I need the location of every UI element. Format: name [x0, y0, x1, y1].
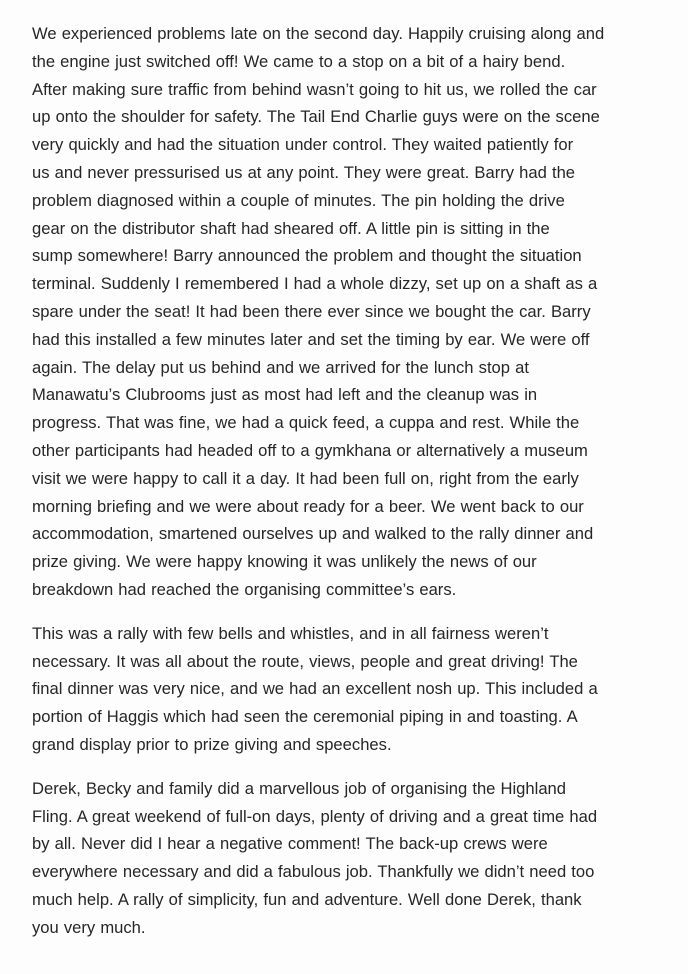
- text-line: the engine just switched off! We came to a stop on a bit of a hairy bend.: [32, 51, 566, 71]
- text-line: much help. A rally of simplicity, fun and adventure. Well done Derek, thank: [32, 889, 582, 909]
- text-line: accommodation, smartened ourselves up and walked to the rally dinner and: [32, 524, 594, 544]
- text-line: had this installed a few minutes later and set the timing by ear. We were off: [32, 329, 590, 349]
- text-line: breakdown had reached the organising committee’s ears.: [32, 579, 457, 599]
- text-line: We experienced problems late on the second day. Happily cruising along and: [32, 24, 605, 43]
- text-line: Derek, Becky and family did a marvellous job of organising the Highland: [32, 778, 567, 798]
- text-line: gear on the distributor shaft had sheared off. A little pin is sitting in the: [32, 218, 550, 238]
- text-line: sump somewhere! Barry announced the problem and thought the situation: [32, 246, 582, 266]
- text-line: final dinner was very nice, and we had an excellent nosh up. This included a: [32, 679, 598, 699]
- text-line: other participants had headed off to a gymkhana or alternatively a museum: [32, 440, 588, 460]
- text-line: again. The delay put us behind and we arrived for the lunch stop at: [32, 357, 529, 377]
- text-line: spare under the seat! It had been there ever since we bought the car. Barry: [32, 301, 591, 321]
- text-line: Manawatu’s Clubrooms just as most had left and the cleanup was in: [32, 385, 538, 405]
- text-line: everywhere necessary and did a fabulous job. Thankfully we didn’t need too: [32, 862, 595, 882]
- text-line: terminal. Suddenly I remembered I had a whole dizzy, set up on a shaft as a: [32, 274, 598, 294]
- document-body: [32, 20, 672, 958]
- text-line: by all. Never did I hear a negative comment! The back-up crews were: [32, 834, 548, 854]
- text-line: up onto the shoulder for safety. The Tail End Charlie guys were on the scene: [32, 107, 600, 127]
- paragraph-breakdown: [32, 20, 672, 604]
- text-line: very quickly and had the situation under control. They waited patiently for: [32, 135, 574, 155]
- text-line: you very much.: [32, 917, 146, 937]
- paragraph-rally-summary: [32, 620, 672, 759]
- text-line: visit we were happy to call it a day. It had been full on, right from the early: [32, 468, 579, 488]
- text-line: portion of Haggis which had seen the ceremonial piping in and toasting. A: [32, 707, 578, 727]
- text-line: grand display prior to prize giving and speeches.: [32, 734, 392, 754]
- text-line: prize giving. We were happy knowing it was unlikely the news of our: [32, 552, 537, 572]
- text-line: us and never pressurised us at any point. They were great. Barry had the: [32, 162, 576, 182]
- text-line: This was a rally with few bells and whistles, and in all fairness weren’t: [32, 623, 549, 643]
- text-line: After making sure traffic from behind wasn’t going to hit us, we rolled the car: [32, 79, 597, 99]
- text-line: necessary. It was all about the route, views, people and great driving! The: [32, 651, 578, 671]
- text-line: morning briefing and we were about ready for a beer. We went back to our: [32, 496, 584, 516]
- paragraph-thanks: [32, 775, 672, 942]
- text-line: Fling. A great weekend of full-on days, plenty of driving and a great time had: [32, 806, 598, 826]
- text-line: problem diagnosed within a couple of minutes. The pin holding the drive: [32, 190, 565, 210]
- text-line: progress. That was fine, we had a quick feed, a cuppa and rest. While the: [32, 413, 580, 433]
